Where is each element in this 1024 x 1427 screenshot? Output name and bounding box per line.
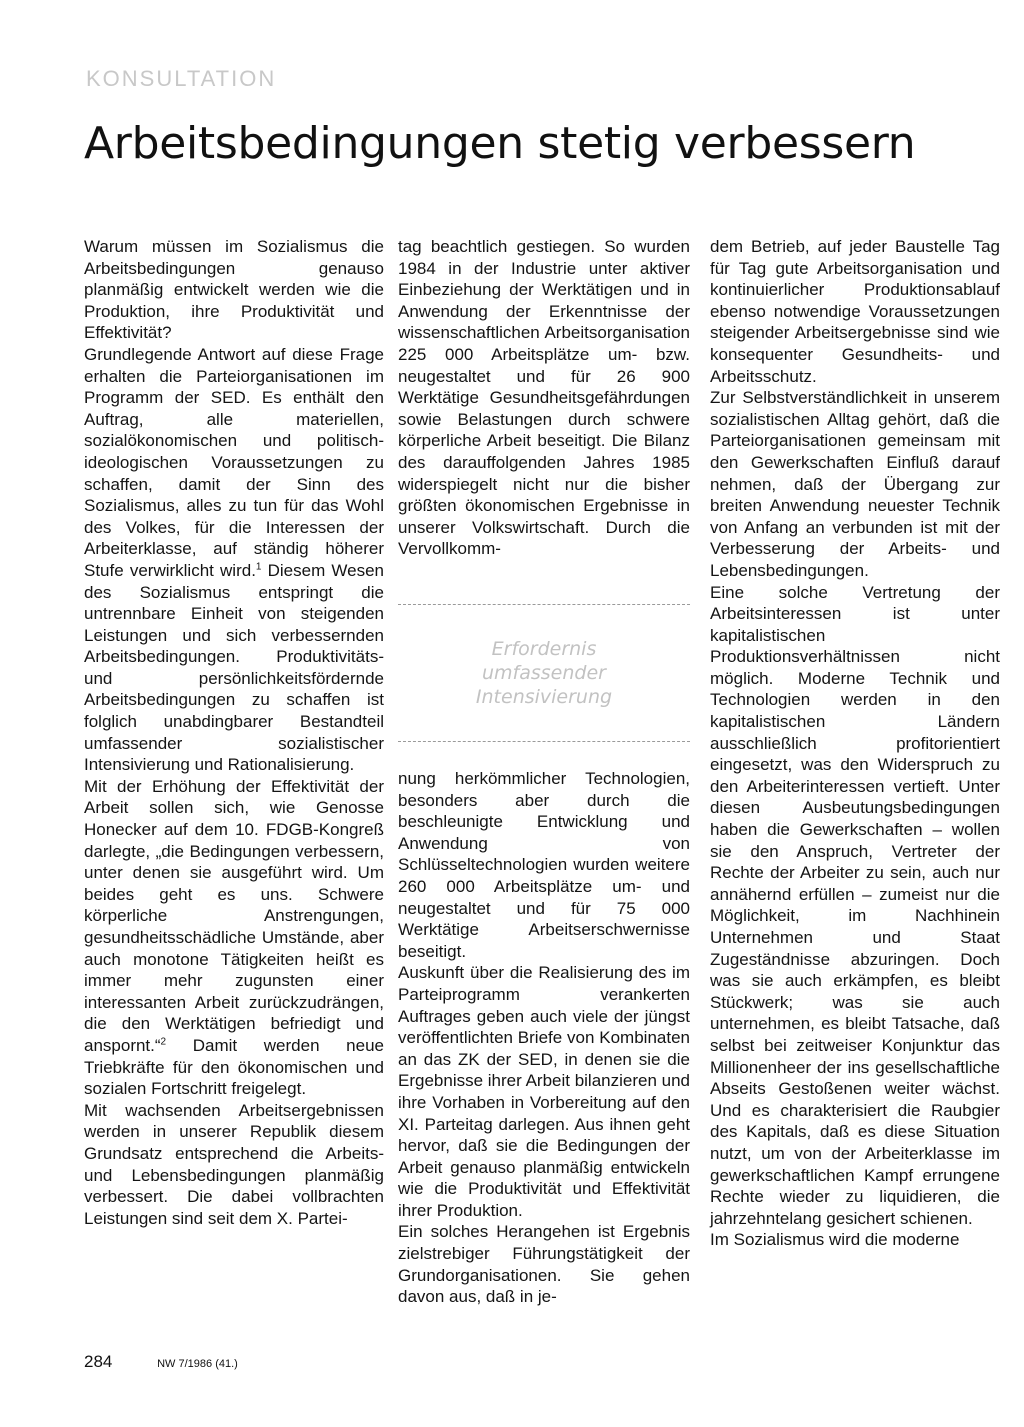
- article-headline: Arbeitsbedingungen stetig verbessern: [84, 118, 916, 169]
- page-number: 284: [84, 1352, 113, 1371]
- paragraph: Zur Selbstverständlichkeit in unserem sozialistischen Alltag gehört, daß die Parteiorganisationen gemeinsam mit den Gewerkschaften Einfluß darauf nehmen, daß der Übergang zur breiten Anwendung neuester Technik von Anfang an verbunden ist mit der Verbesserung der Arbeits- und Lebensbedingungen.: [710, 388, 1000, 580]
- paragraph: Auskunft über die Realisierung des im Parteiprogramm verankerten Auftrages geben auch viele der jüngst veröffentlichten Briefe von Kombinaten an das ZK der SED, in denen sie die Ergebnisse ihrer Arbeit bilanzieren und ihre Vorhaben in Vorbereitung auf den XI. Parteitag darlegen. Aus ihnen geht hervor, daß sie die Bedingungen der Arbeit genauso planmäßig entwickeln wie die Produktivität und Effektivität ihrer Produktion.: [398, 963, 691, 1220]
- paragraph: Warum müssen im Sozialismus die Arbeitsbedingungen genauso planmäßig entwickelt werden wie die Produktion, ihre Produktivität und Effektivität?: [84, 237, 384, 343]
- pull-quote-line: Intensivierung: [475, 686, 613, 708]
- paragraph: Im Sozialismus wird die moderne: [710, 1230, 960, 1250]
- paragraph: Eine solche Vertretung der Arbeitsinteressen ist unter kapitalistischen Produktionsverhältnissen nicht möglich. Moderne Technik und Technologien werden in den kapitalistischen Ländern ausschließlich profitorientiert eingesetzt, was den Widerspruch zu den Arbeiterinteressen vertieft. Unter diesen Ausbeutungsbedingungen haben die Gewerkschaften – wollen sie den Anspruch, Vertreter der Rechte der Arbeiter zu sein, auch nur annähernd erfüllen – zumeist nur die Möglichkeit, im Nachhinein Unternehmen und Staat Zugeständnisse abzuringen. Doch was sie auch erkämpfen, es bleibt Stückwerk; was sie auch unternehmen, es bleibt Tatsache, daß selbst bei zeitweiser Konjunktur das Millionenheer der ins gesellschaftliche Abseits Gestoßenen weiter wächst. Und es charakterisiert die Raubgier des Kapitals, daß es diese Situation nutzt, um von der Arbeiterklasse im gewerkschaftlichen Kampf errungene Rechte wieder zu liquidieren, die jahrzehntelang gesichert schienen.: [710, 582, 1000, 1228]
- pull-quote: [398, 604, 690, 742]
- paragraph: Mit der Erhöhung der Effektivität der Arbeit sollen sich, wie Genosse Honecker auf dem 10. FDGB-Kongreß darlegte, „die Bedingungen verbessern, unter denen sie ausgeführt wird. Um beides geht es uns. Schwere körperliche Anstrengungen, gesundheitsschädliche Umstände, aber auch monotone Tätigkeiten heißt es immer mehr zugunsten einer interessanten Arbeit zurückzudrängen, die den Werktätigen befriedigt und anspornt.“$^2$ Damit werden neue Triebkräfte für den ökonomischen und sozialen Fortschritt freigelegt.: [84, 776, 384, 1099]
- footnote-marker: 1: [255, 561, 262, 573]
- paragraph: dem Betrieb, auf jeder Baustelle Tag für Tag gute Arbeitsorganisation und kontinuierlicher Produktionsablauf ebenso notwendige Voraussetzungen steigender Arbeitsergebnisse sind wie konsequenter Gesundheits- und Arbeitsschutz.: [710, 237, 1000, 386]
- text-column-1: [84, 236, 384, 1229]
- page-footer: [84, 1352, 238, 1372]
- paragraph: nung herkömmlicher Technologien, besonders aber durch die beschleunigte Entwicklung und Anwendung von Schlüsseltechnologien wurden weitere 260 000 Arbeitsplätze um- und neugestaltet und für 75 000 Werktätige Arbeitserschwernisse beseitigt.: [398, 769, 690, 961]
- footnote-marker: 2: [160, 1036, 167, 1048]
- issue-reference: NW 7/1986 (41.): [157, 1358, 238, 1370]
- paragraph: Mit wachsenden Arbeitsergebnissen werden in unserer Republik diesem Grundsatz entsprechend die Arbeits- und Lebensbedingungen planmäßig verbessert. Die dabei vollbrachten Leistungen sind seit dem X. Partei-: [84, 1100, 384, 1228]
- text-column-2-bottom: [398, 768, 690, 1308]
- text-column-2-top: [398, 236, 690, 560]
- text-column-3: [710, 236, 1000, 1251]
- pull-quote-line: umfassender: [482, 662, 606, 684]
- paragraph: Grundlegende Antwort auf diese Frage erhalten die Parteiorganisationen im Programm der SED. Es enthält den Auftrag, alle materiellen, sozialökonomischen und politisch-ideologischen Voraussetzungen zu schaffen, damit der Sinn des Sozialismus, alles zu tun für das Wohl des Volkes, für die Interessen der Arbeiterklasse, auf ständig höherer Stufe verwirklicht wird.$^1$ Diesem Wesen des Sozialismus entspringt die untrennbare Einheit von steigenden Leistungen und sich verbessernden Arbeitsbedingungen. Produktivitäts- und persönlichkeitsfördernde Arbeitsbedingungen zu schaffen ist folglich unabdingbarer Bestandteil umfassender sozialistischer Intensivierung und Rationalisierung.: [84, 344, 384, 775]
- paragraph: tag beachtlich gestiegen. So wurden 1984 in der Industrie unter aktiver Einbeziehung der Werktätigen und in Anwendung der Erkenntnisse der wissenschaftlichen Arbeitsorganisation 225 000 Arbeitsplätze um- bzw. neugestaltet und für 26 900 Werktätige Gesundheitsgefährdungen sowie Belastungen durch schwere körperliche Arbeit beseitigt. Die Bilanz des darauffolgenden Jahres 1985 widerspiegelt nicht nur die bisher größten ökonomischen Ergebnisse in unserer Volkswirtschaft. Durch die Vervollkomm-: [398, 237, 690, 559]
- pull-quote-line: Erfordernis: [491, 638, 597, 660]
- paragraph: Ein solches Herangehen ist Ergebnis zielstrebiger Führungstätigkeit der Grundorganisationen. Sie gehen davon aus, daß in je-: [398, 1222, 690, 1307]
- section-kicker: KONSULTATION: [86, 66, 277, 91]
